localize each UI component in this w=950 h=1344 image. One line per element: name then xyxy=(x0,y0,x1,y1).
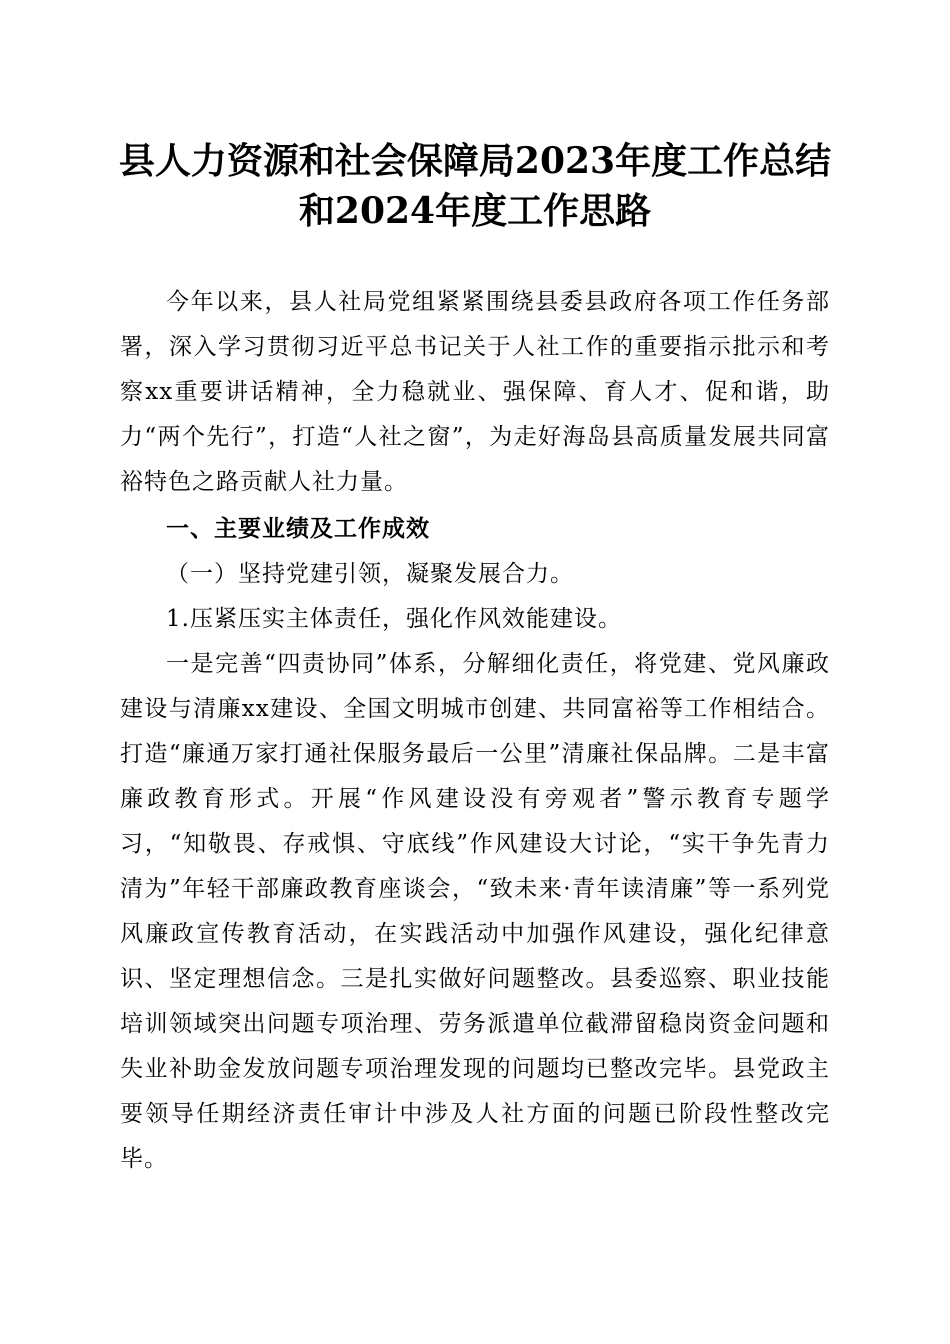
intro-paragraph: 今年以来，县人社局党组紧紧围绕县委县政府各项工作任务部署，深入学习贯彻习近平总书记关于人社工作的重要指示批示和考察xx重要讲话精神，全力稳就业、强保障、育人才、促和谐，助力“两个先行”，打造“人社之窗”，为走好海岛县高质量发展共同富裕特色之路贡献人社力量。 xyxy=(120,289,830,495)
title-line-1: 县人力资源和社会保障局2023年度工作总结 xyxy=(118,140,832,182)
document-title xyxy=(100,136,850,236)
document-body xyxy=(120,280,830,1182)
item-heading-1: 1.压紧压实主体责任，强化作风效能建设。 xyxy=(166,606,622,632)
title-line-2: 和2024年度工作思路 xyxy=(298,190,652,232)
subsection-heading-1: （一）坚持党建引领，凝聚发展合力。 xyxy=(166,561,574,587)
section-heading-1: 一、主要业绩及工作成效 xyxy=(166,516,430,542)
item-body-1: 一是完善“四责协同”体系，分解细化责任，将党建、党风廉政建设与清廉xx建设、全国文明城市创建、共同富裕等工作相结合。打造“廉通万家打通社保服务最后一公里”清廉社保品牌。二是丰富廉政教育形式。开展“作风建设没有旁观者”警示教育专题学习，“知敬畏、存戒惧、守底线”作风建设大讨论，“实干争先青力清为”年轻干部廉政教育座谈会，“致未来·青年读清廉”等一系列党风廉政宣传教育活动，在实践活动中加强作风建设，强化纪律意识、坚定理想信念。三是扎实做好问题整改。县委巡察、职业技能培训领域突出问题专项治理、劳务派遣单位截滞留稳岗资金问题和失业补助金发放问题专项治理发现的问题均已整改完毕。县党政主要领导任期经济责任审计中涉及人社方面的问题已阶段性整改完毕。 xyxy=(120,651,830,1172)
